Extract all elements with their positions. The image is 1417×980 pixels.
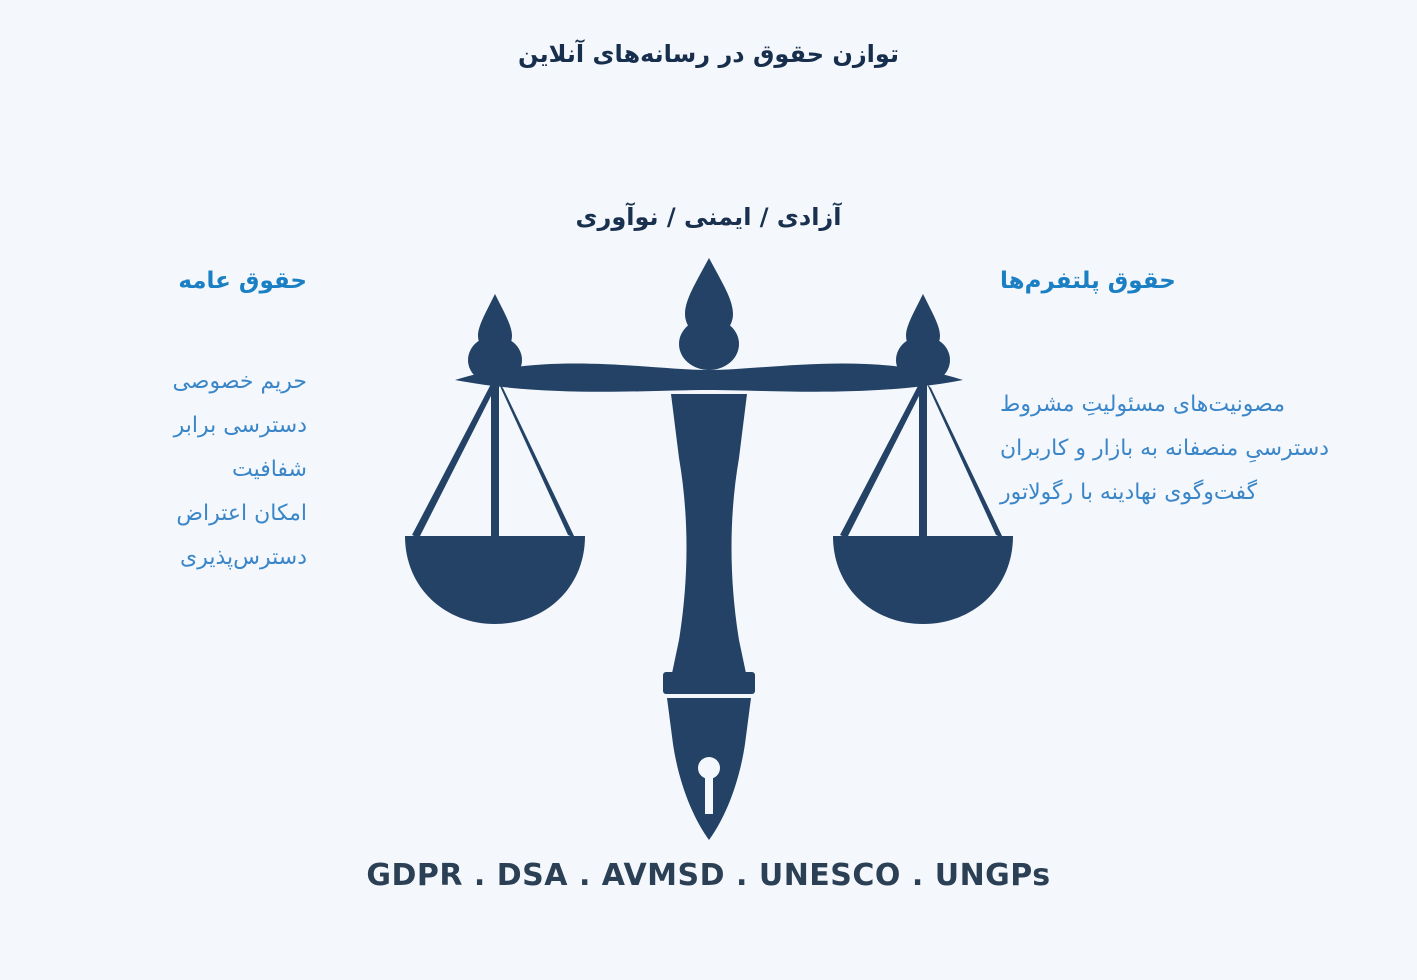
right-pan-string-outer	[840, 384, 923, 538]
beam-caption: آزادی / ایمنی / نوآوری	[575, 203, 842, 231]
right-pan	[833, 536, 1013, 624]
left-pan	[405, 536, 585, 624]
list-item: دسترسیِ منصفانه به بازار و کاربران	[1000, 436, 1330, 461]
left-panel-heading: حقوق عامه	[178, 268, 307, 294]
left-pan-string-outer	[412, 384, 495, 538]
list-item: دسترسی برابر	[173, 413, 307, 438]
right-knob-icon	[896, 336, 950, 384]
left-pan-string-inner	[499, 384, 575, 538]
left-knob-icon	[468, 336, 522, 384]
list-item: امکان اعتراض	[176, 501, 307, 526]
page-title: توازن حقوق در رسانه‌های آنلاین	[518, 40, 899, 68]
list-item: گفت‌وگوی نهادینه با رگولاتور	[1000, 480, 1258, 505]
list-item: حریم خصوصی	[172, 369, 307, 394]
list-item: شفافیت	[231, 457, 307, 482]
right-pan-center-string	[919, 384, 927, 540]
frameworks-caption: GDPR . DSA . AVMSD . UNESCO . UNGPs	[366, 858, 1051, 893]
list-item: دسترس‌پذیری	[179, 545, 307, 570]
column-base	[663, 672, 755, 694]
scale-column	[671, 394, 747, 678]
right-pan-string-inner	[927, 384, 1003, 538]
list-item: مصونیت‌های مسئولیتِ مشروط	[1000, 392, 1285, 417]
left-pan-center-string	[491, 384, 499, 540]
left-panel-list	[57, 360, 307, 580]
center-knob-icon	[679, 318, 739, 370]
right-panel-list	[1000, 383, 1390, 515]
right-panel-heading: حقوق پلتفرم‌ها	[1000, 268, 1176, 294]
pen-nib-slit	[705, 768, 713, 814]
scales-of-justice-illustration	[399, 248, 1019, 848]
